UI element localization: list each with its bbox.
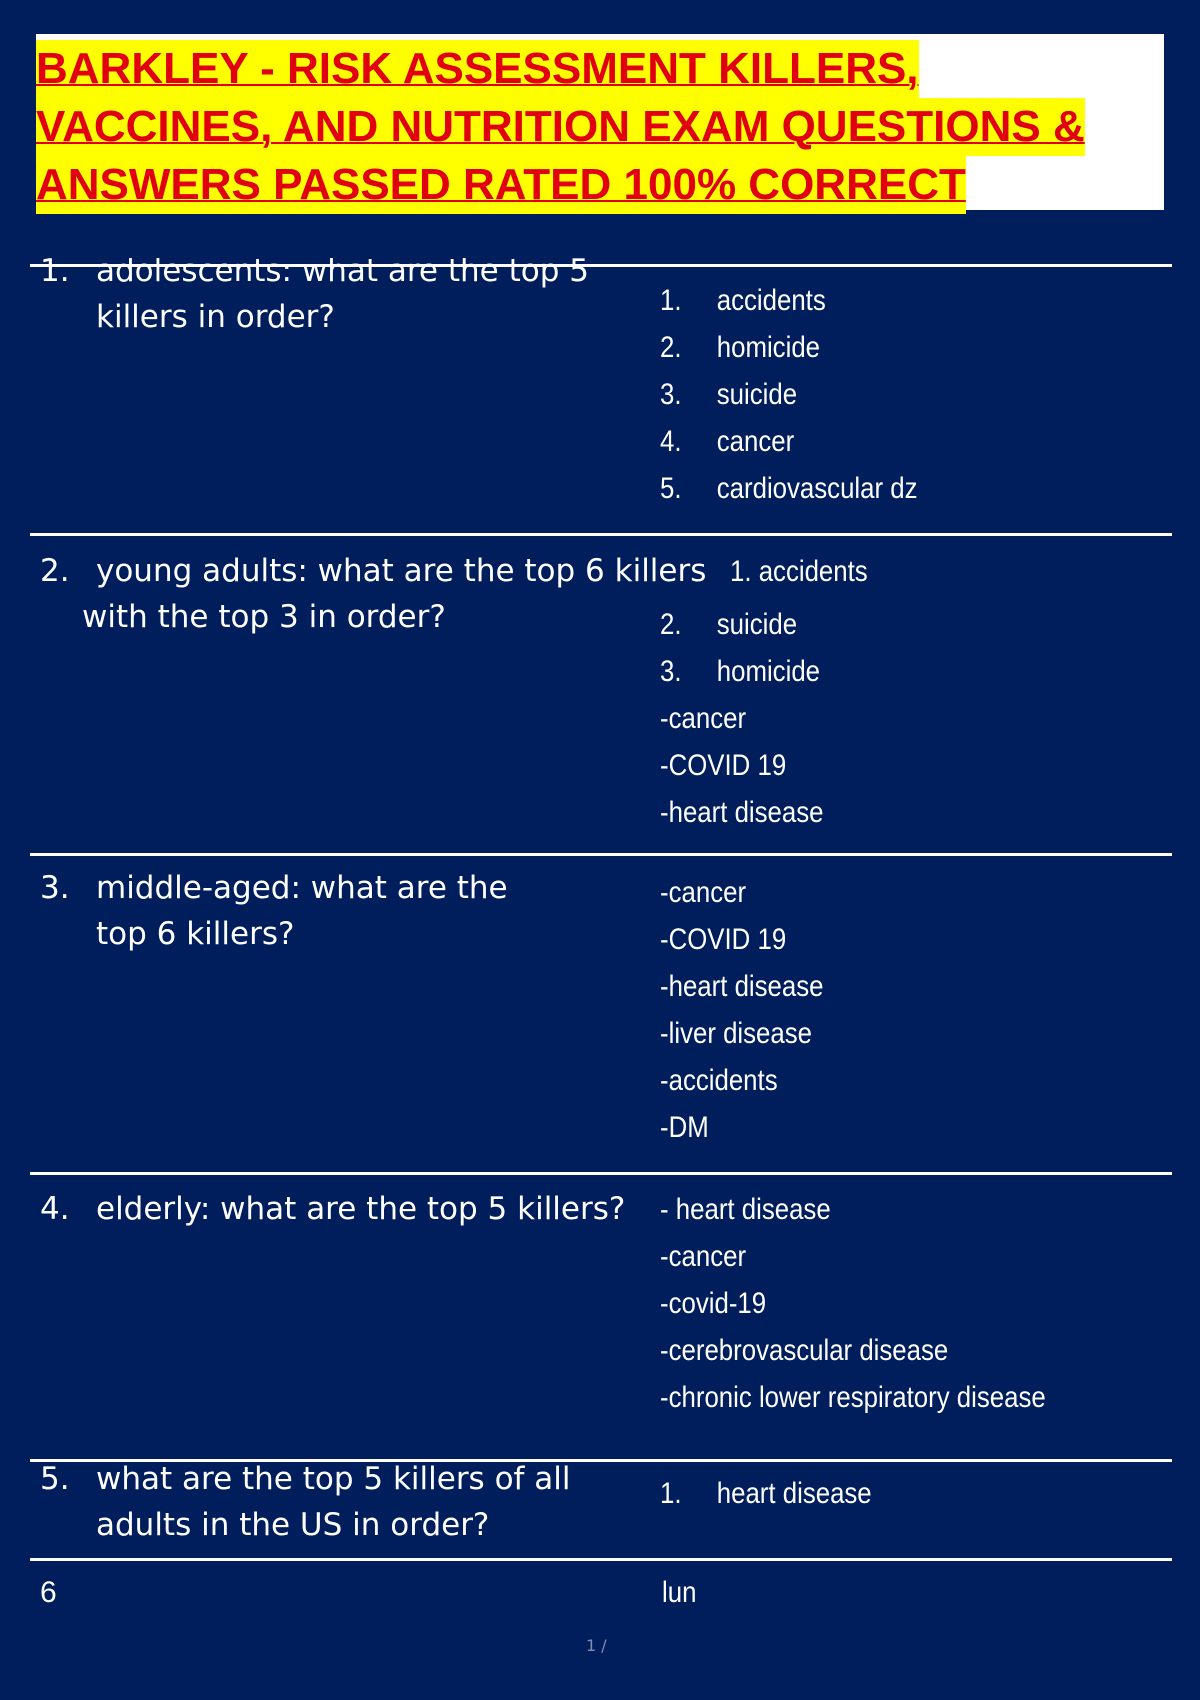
answer-list-5 [660, 1470, 1160, 1517]
answer-item: -DM [660, 1111, 709, 1144]
question-number: 4. [40, 1191, 70, 1227]
question-2 [40, 548, 707, 640]
answer-item: -accidents [660, 1064, 778, 1097]
answer-item: -COVID 19 [660, 923, 787, 956]
question-text: adults in the US in order? [96, 1507, 490, 1543]
answer-list-2 [660, 548, 1160, 836]
answer-item: 1. heart disease [660, 1477, 872, 1510]
answer-item: 1. accidents [660, 284, 826, 317]
answer-list-3 [660, 869, 1160, 1151]
question-text: with the top 3 in order? [82, 599, 446, 635]
divider [30, 533, 1172, 536]
question-5 [40, 1456, 660, 1548]
question-4 [40, 1186, 660, 1232]
title-line-2: VACCINES, AND NUTRITION EXAM QUESTIONS & [36, 98, 1085, 156]
answer-item: -cancer [660, 702, 747, 735]
question-3 [40, 865, 660, 957]
answer-item: 2. homicide [660, 331, 821, 364]
answer-item: -liver disease [660, 1017, 813, 1050]
answer-item: -cancer [660, 876, 747, 909]
question-number: 3. [40, 870, 70, 906]
answer-item: 1. accidents [730, 555, 868, 588]
question-text: adolescents: what are the top 5 [96, 258, 589, 289]
answer-item: 2. suicide [660, 608, 798, 641]
answer-item: -heart disease [660, 796, 824, 829]
title-line-1: BARKLEY - RISK ASSESSMENT KILLERS, [36, 40, 919, 98]
answer-item: 4. cancer [660, 425, 795, 458]
question-text: what are the top 5 killers of all [96, 1461, 571, 1497]
title-box [36, 34, 1164, 210]
question-text: killers in order? [96, 299, 335, 335]
question-1 [40, 258, 660, 335]
page-title [36, 40, 1164, 214]
answer-item: -cancer [660, 1240, 747, 1273]
question-number: 1. [40, 258, 70, 289]
question-text: top 6 killers? [96, 916, 295, 952]
question-text: elderly: what are the top 5 killers? [96, 1191, 626, 1227]
page-indicator: 1 / [586, 1636, 607, 1655]
divider [30, 1558, 1172, 1561]
footer-right-text: lun [662, 1576, 697, 1609]
question-text: middle-aged: what are the [96, 870, 508, 906]
question-text: young adults: what are the top 6 killers [96, 553, 707, 589]
answer-list-4 [660, 1186, 1160, 1421]
answer-item: - heart disease [660, 1193, 831, 1226]
answer-item: 5. cardiovascular dz [660, 472, 918, 505]
answer-item: -cerebrovascular disease [660, 1334, 949, 1367]
divider [30, 853, 1172, 856]
answer-item: -COVID 19 [660, 749, 787, 782]
title-line-3: ANSWERS PASSED RATED 100% CORRECT [36, 156, 966, 214]
divider [30, 1172, 1172, 1175]
question-number: 5. [40, 1461, 70, 1497]
answer-item: -chronic lower respiratory disease [660, 1381, 1046, 1414]
answer-item: 3. homicide [660, 655, 821, 688]
answer-list-1 [660, 277, 1160, 512]
footer-left-number: 6 [40, 1576, 57, 1609]
answer-item: 3. suicide [660, 378, 798, 411]
answer-item: -heart disease [660, 970, 824, 1003]
answer-item: -covid-19 [660, 1287, 767, 1320]
question-number: 2. [40, 553, 70, 589]
